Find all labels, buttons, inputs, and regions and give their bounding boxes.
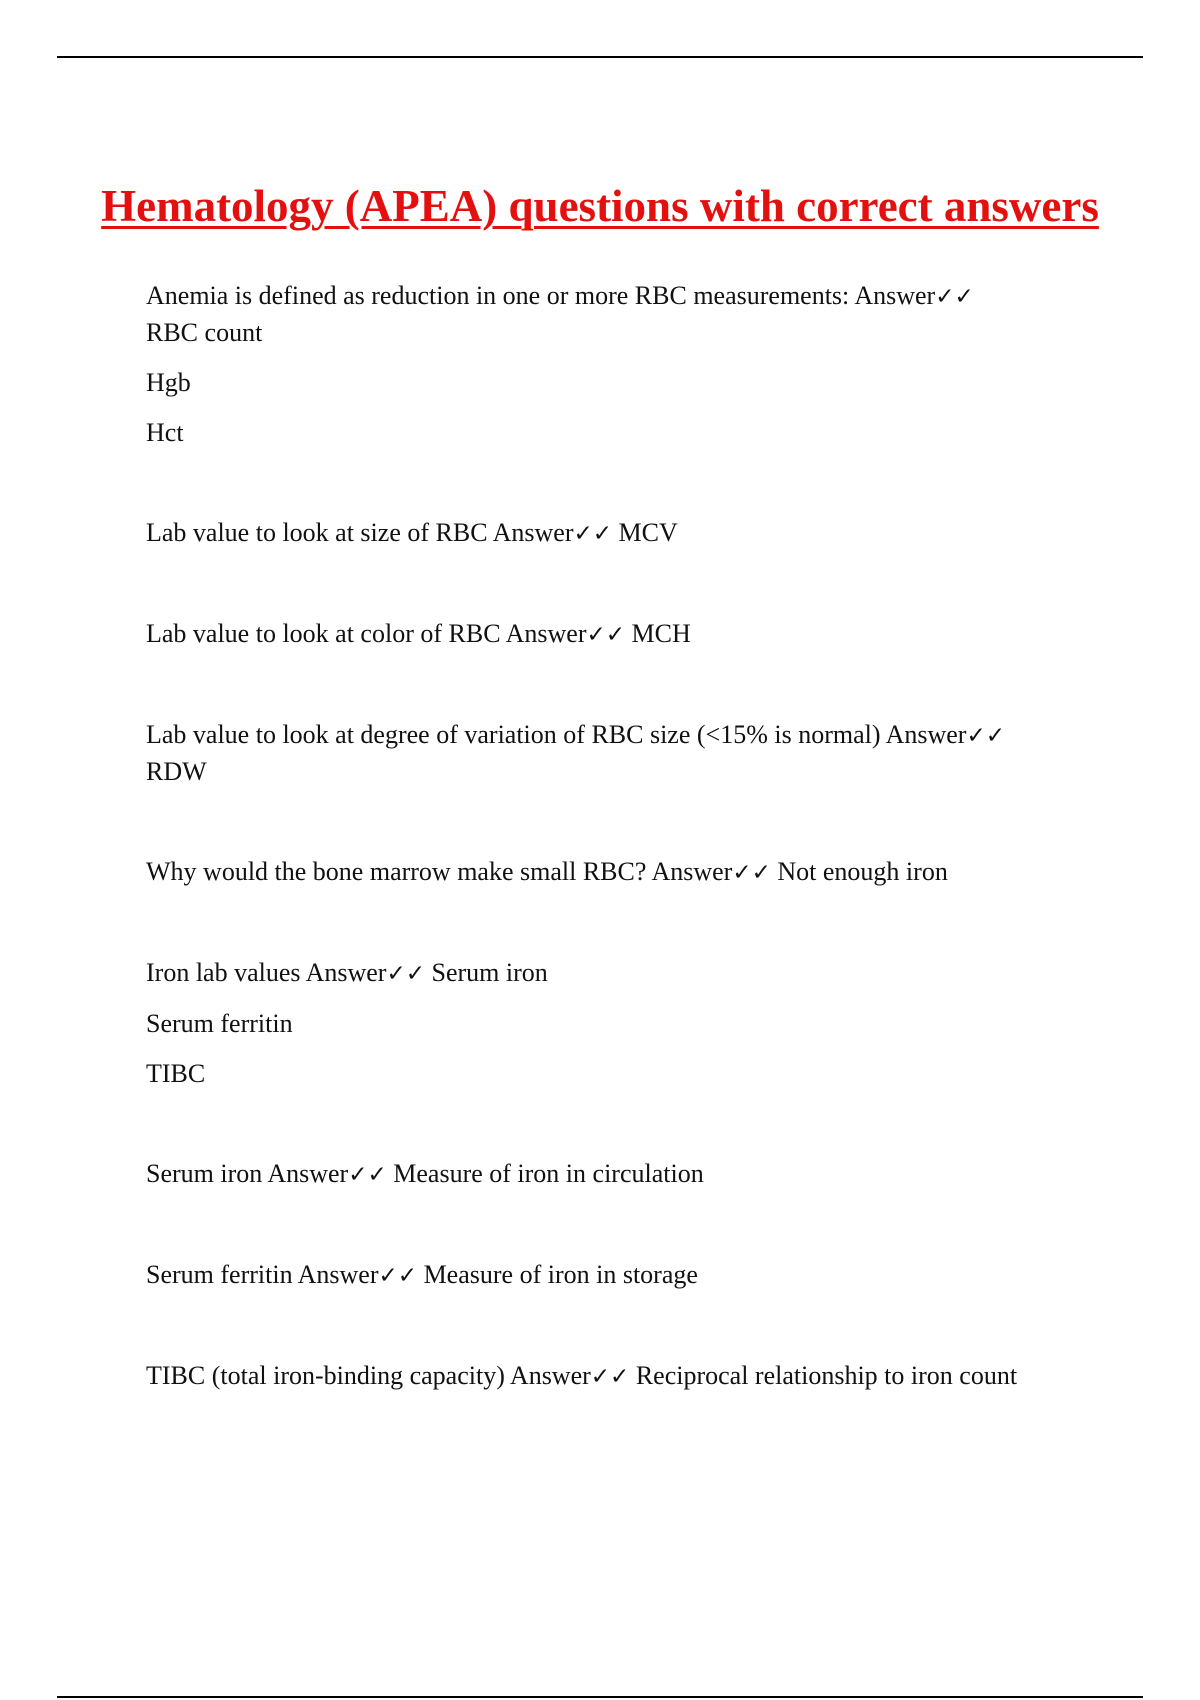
answer-text: TIBC [146, 1059, 206, 1088]
answer-text: Serum iron [431, 958, 548, 987]
question-text: Iron lab values Answer [146, 958, 387, 987]
qa-item [146, 616, 1096, 653]
qa-item [146, 854, 1096, 891]
qa-item [146, 717, 1096, 790]
question-text: Serum ferritin Answer [146, 1260, 379, 1289]
check-marks: ✓✓ [573, 521, 613, 547]
bottom-rule [57, 1696, 1143, 1698]
qa-item [146, 278, 1096, 451]
check-marks: ✓✓ [966, 723, 1005, 749]
answer-text: Measure of iron in circulation [393, 1159, 704, 1188]
qa-item [146, 515, 1096, 552]
question-text: Why would the bone marrow make small RBC? Answer [146, 857, 733, 886]
qa-item [146, 955, 1096, 1092]
answer-text: Hgb [146, 368, 191, 397]
answer-text: RBC count [146, 318, 263, 347]
answer-text: Not enough iron [777, 857, 948, 886]
answer-text: Hct [146, 418, 184, 447]
answer-text: Reciprocal relationship to iron count [635, 1361, 1018, 1390]
answer-text: RDW [146, 757, 207, 786]
answer-text: MCV [618, 518, 678, 547]
check-marks: ✓✓ [378, 1263, 418, 1289]
question-text: Anemia is defined as reduction in one or more RBC measurements: Answer [146, 281, 936, 310]
qa-list [146, 278, 1096, 1395]
check-marks: ✓✓ [586, 622, 626, 648]
question-text: Lab value to look at degree of variation of RBC size (<15% is normal) Answer [146, 720, 967, 749]
document-title: Hematology (APEA) questions with correct answers [101, 181, 1099, 232]
qa-item [146, 1257, 1096, 1294]
check-marks: ✓✓ [590, 1364, 630, 1390]
qa-item [146, 1358, 1096, 1395]
qa-item [146, 1156, 1096, 1193]
question-text: Lab value to look at size of RBC Answer [146, 518, 574, 547]
check-marks: ✓✓ [732, 860, 771, 886]
check-marks: ✓✓ [386, 961, 425, 987]
top-rule [57, 56, 1143, 58]
check-marks: ✓✓ [348, 1162, 387, 1188]
answer-text: MCH [631, 619, 691, 648]
question-text: Serum iron Answer [146, 1159, 349, 1188]
answer-text: Serum ferritin [146, 1009, 293, 1038]
answer-text: Measure of iron in storage [423, 1260, 698, 1289]
question-text: TIBC (total iron-binding capacity) Answer [146, 1361, 591, 1390]
check-marks: ✓✓ [935, 284, 974, 310]
question-text: Lab value to look at color of RBC Answer [146, 619, 587, 648]
